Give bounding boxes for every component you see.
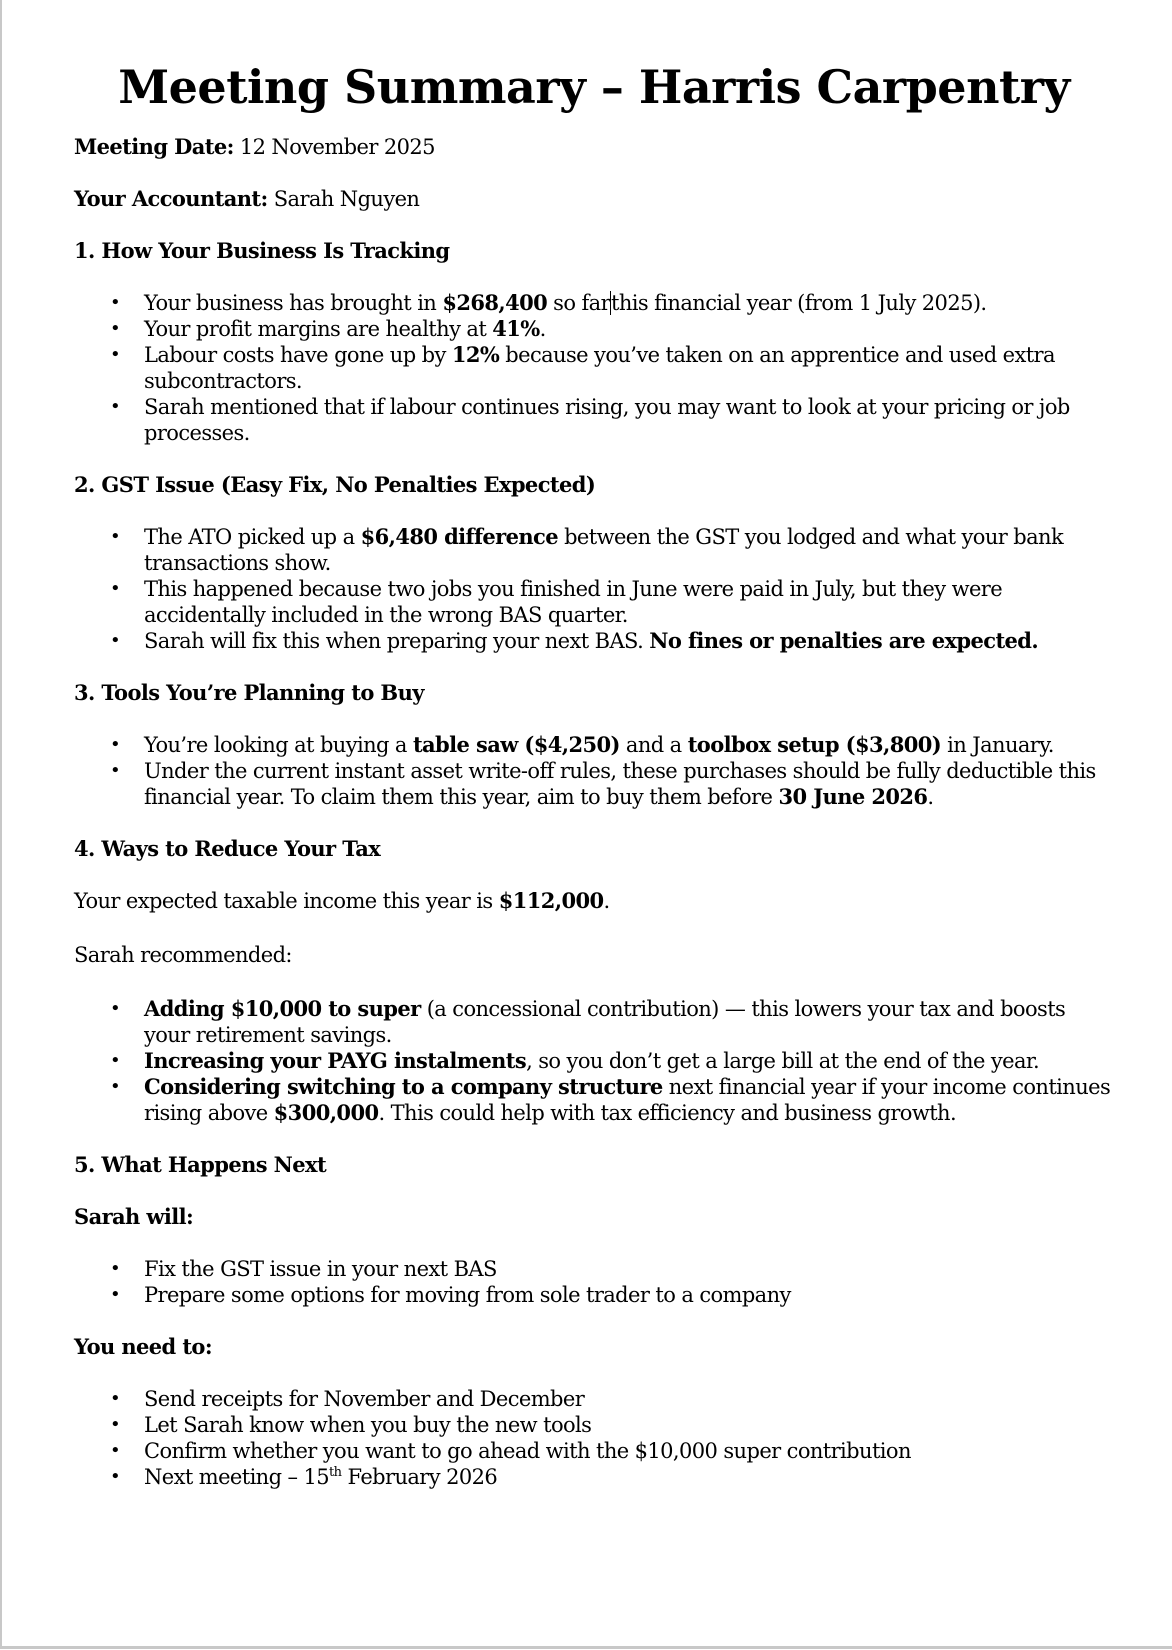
sarah-actions-list xyxy=(74,1256,1114,1308)
recommendations-lead: Sarah recommended: xyxy=(74,943,292,967)
text: Labour costs have gone up by xyxy=(144,343,452,367)
ordinal-suffix: th xyxy=(329,1465,342,1480)
bullet-icon: • xyxy=(110,630,121,651)
bullet-icon: • xyxy=(110,1076,121,1097)
text: February 2026 xyxy=(341,1465,498,1489)
text: Sarah mentioned that if labour continues rising, you may want to look at your pricing or job processes. xyxy=(144,395,1070,445)
list-item xyxy=(110,758,1114,810)
list-item xyxy=(110,576,1114,628)
text: . xyxy=(927,785,934,809)
text: . xyxy=(603,889,610,913)
section-heading-tools: 3. Tools You’re Planning to Buy xyxy=(74,680,424,705)
gst-list xyxy=(74,524,1114,654)
tracking-list xyxy=(74,290,1114,446)
bullet-icon: • xyxy=(110,760,121,781)
list-item xyxy=(110,394,1114,446)
tax-list xyxy=(74,996,1114,1126)
bullet-icon: • xyxy=(110,1050,121,1071)
bullet-icon: • xyxy=(110,396,121,417)
gst-difference: $6,480 difference xyxy=(360,524,559,549)
text: , so you don’t get a large bill at the end of the year. xyxy=(526,1049,1040,1073)
text: Your business has brought in xyxy=(144,291,443,315)
text: Let Sarah know when you buy the new tools xyxy=(144,1413,592,1437)
bullet-icon: • xyxy=(110,578,121,599)
text: Under the current instant asset write-off rules, these purchases should be fully deductible this financial year. To claim them this year, aim to buy them before xyxy=(144,759,1096,809)
list-item xyxy=(110,1074,1114,1126)
bullet-icon: • xyxy=(110,998,121,1019)
accountant-value: Sarah Nguyen xyxy=(273,187,420,211)
revenue-amount: $268,400 xyxy=(442,290,548,315)
text: Your expected taxable income this year is xyxy=(74,889,499,913)
text: this financial year (from 1 July 2025). xyxy=(611,291,987,315)
text: between the GST you lodged and what your bank transactions show. xyxy=(144,525,1064,575)
text: This happened because two jobs you finished in June were paid in July, but they were accidentally included in the wrong BAS quarter. xyxy=(144,577,1003,627)
list-item xyxy=(110,1438,1114,1464)
income-threshold: $300,000 xyxy=(273,1100,379,1125)
table-saw-cost: table saw ($4,250) xyxy=(412,732,620,757)
text: Next meeting – 15 xyxy=(144,1465,330,1489)
list-item xyxy=(110,1256,1114,1282)
list-item xyxy=(110,290,1114,316)
bullet-icon: • xyxy=(110,344,121,365)
toolbox-cost: toolbox setup ($3,800) xyxy=(687,732,942,757)
bullet-icon: • xyxy=(110,1388,121,1409)
section-heading-tax: 4. Ways to Reduce Your Tax xyxy=(74,836,381,861)
sarah-will-label: Sarah will: xyxy=(74,1204,194,1229)
text: so far xyxy=(547,291,611,315)
no-penalties: No fines or penalties are expected. xyxy=(649,628,1039,653)
text: next financial year if your income continues rising above xyxy=(144,1075,1111,1125)
text: Fix the GST issue in your next BAS xyxy=(144,1257,497,1281)
text: Prepare some options for moving from sole trader to a company xyxy=(144,1283,791,1307)
list-item xyxy=(110,342,1114,394)
list-item xyxy=(110,524,1114,576)
accountant-label: Your Accountant: xyxy=(74,186,268,211)
text: Send receipts for November and December xyxy=(144,1387,585,1411)
text: . This could help with tax efficiency and business growth. xyxy=(378,1101,957,1125)
text: Confirm whether you want to go ahead with the $10,000 super contribution xyxy=(144,1439,911,1463)
list-item xyxy=(110,628,1114,654)
document-body[interactable] xyxy=(74,58,1114,1516)
bullet-icon: • xyxy=(110,734,121,755)
document-title: Meeting Summary – Harris Carpentry xyxy=(118,60,1070,114)
bullet-icon: • xyxy=(110,292,121,313)
taxable-income xyxy=(74,888,1114,914)
section-heading-gst: 2. GST Issue (Easy Fix, No Penalties Expected) xyxy=(74,472,596,497)
list-item xyxy=(110,1282,1114,1308)
bullet-icon: • xyxy=(110,1284,121,1305)
bullet-icon: • xyxy=(110,318,121,339)
bullet-icon: • xyxy=(110,1440,121,1461)
text: You’re looking at buying a xyxy=(144,733,413,757)
list-item xyxy=(110,996,1114,1048)
meeting-date-label: Meeting Date: xyxy=(74,134,234,159)
list-item xyxy=(110,1412,1114,1438)
section-heading-next: 5. What Happens Next xyxy=(74,1152,327,1177)
accountant xyxy=(74,186,1114,212)
company-recommendation: Considering switching to a company structure xyxy=(144,1074,663,1099)
you-need-to-label: You need to: xyxy=(74,1334,212,1359)
taxable-income-amount: $112,000 xyxy=(498,888,604,913)
text: Your profit margins are healthy at xyxy=(144,317,493,341)
meeting-date-value: 12 November 2025 xyxy=(239,135,435,159)
text: . xyxy=(539,317,546,341)
text: in January. xyxy=(941,733,1054,757)
client-actions-list xyxy=(74,1386,1114,1490)
text: Sarah will fix this when preparing your next BAS. xyxy=(144,629,650,653)
list-item xyxy=(110,1386,1114,1412)
tools-list xyxy=(74,732,1114,810)
payg-recommendation: Increasing your PAYG instalments xyxy=(144,1048,527,1073)
list-item xyxy=(110,316,1114,342)
bullet-icon: • xyxy=(110,526,121,547)
meeting-date xyxy=(74,134,1114,160)
purchase-deadline: 30 June 2026 xyxy=(778,784,928,809)
text: because you’ve taken on an apprentice and used extra subcontractors. xyxy=(144,343,1055,393)
text: The ATO picked up a xyxy=(144,525,361,549)
list-item xyxy=(110,1048,1114,1074)
section-heading-tracking: 1. How Your Business Is Tracking xyxy=(74,238,450,263)
text: (a concessional contribution) — this lowers your tax and boosts your retirement savings. xyxy=(144,997,1066,1047)
profit-margin: 41% xyxy=(492,316,540,341)
bullet-icon: • xyxy=(110,1258,121,1279)
super-recommendation: Adding $10,000 to super xyxy=(144,996,421,1021)
bullet-icon: • xyxy=(110,1466,121,1487)
next-meeting xyxy=(110,1464,1114,1490)
labour-increase: 12% xyxy=(451,342,500,367)
text: and a xyxy=(619,733,688,757)
bullet-icon: • xyxy=(110,1414,121,1435)
list-item xyxy=(110,732,1114,758)
